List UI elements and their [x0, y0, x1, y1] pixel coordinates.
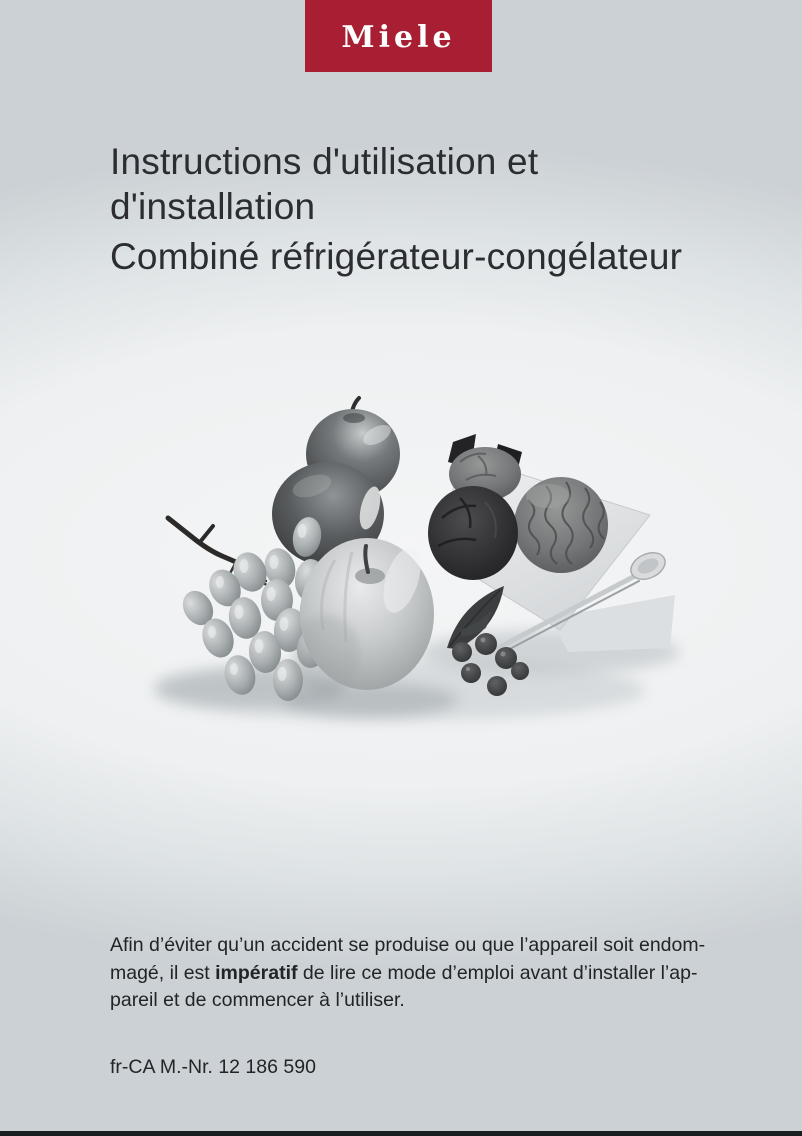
title-line-2: d'installation	[110, 186, 316, 227]
fruit-still-life-image	[130, 390, 690, 735]
notice-line-2: magé, il est impératif de lire ce mode d’emploi avant d’installer l’ap-	[110, 961, 698, 984]
cover-title	[110, 139, 682, 279]
title-line-1: Instructions d'utilisation et	[110, 141, 539, 182]
product-subtitle: Combiné réfrigérateur-congélateur	[110, 236, 683, 277]
imperatif-bold: impératif	[215, 961, 298, 984]
safety-notice	[110, 932, 705, 1015]
miele-wordmark: Miele	[341, 19, 456, 55]
page-bottom-edge	[0, 1131, 802, 1136]
material-number: fr-CA M.-Nr. 12 186 590	[110, 1056, 316, 1078]
notice-line-1: Afin d’éviter qu’un accident se produise ou que l’appareil soit endom-	[110, 934, 706, 956]
miele-logo	[305, 0, 492, 72]
notice-line-3: pareil et de commencer à l’utiliser.	[110, 989, 405, 1011]
